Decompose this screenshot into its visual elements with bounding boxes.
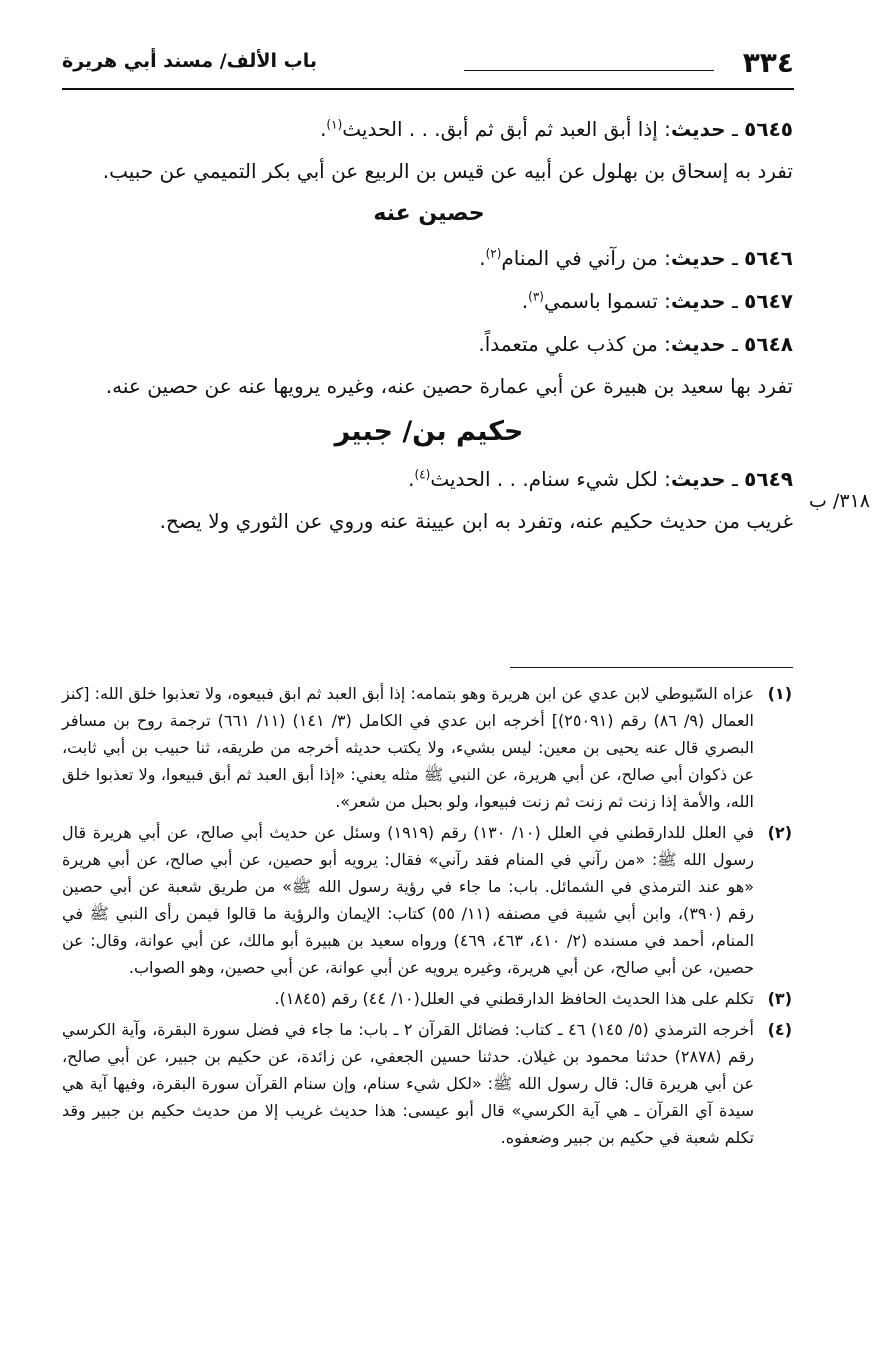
footnote-ref: (١) — [326, 117, 343, 132]
page-number: ٣٣٤ — [742, 46, 794, 79]
entry-text: تسموا باسمي — [543, 289, 658, 313]
paragraph-note-2: تفرد بها سعيد بن هبيرة عن أبي عمارة حصين عنه، وغيره يرويها عنه عن حصين عنه. — [105, 374, 793, 398]
footnote-separator — [510, 667, 793, 668]
hadith-entry-5647: ٥٦٤٧ ـ حديث: تسموا باسمي$^{(٣)}$. — [521, 289, 793, 313]
hadith-entry-5648: ٥٦٤٨ ـ حديث: من كذب علي متعمداً. — [478, 332, 793, 356]
footnote-text: في العلل للدارقطني في العلل (١٠/ ١٣٠) رقم (١٩١٩) وسئل عن حديث أبي صالح، عن أبي هريرة قال رسول الله ﷺ: «من رآني في المنام فقد رآني» فقال: يرويه أبو حصين، عن أبي صالح، عن أبي هريرة «هو عند الترمذي في الشمائل. باب: ما جاء في رؤية رسول الله ﷺ» من طريق شعبة عن أبي حصين رقم (٣٩٠)، وابن أبي شيبة في مصنفه (١١/ ٥٥) كتاب: الإيمان والرؤية ما قالوا فيمن رأى النبي ﷺ في المنام، أحمد في مسنده (٢/ ٤١٠، ٤٦٣، ٤٦٩) ورواه سعيد بن هبيرة أبو مالك، عن أبي عوانة، وقال: عن حصين، عن أبي صالح، عن أبي هريرة، وغيره يرويه عن أبي عوانة، عن أبي حصين، وهو الصواب. — [62, 823, 755, 977]
entry-keyword: حديث — [670, 117, 726, 141]
main-text — [65, 108, 793, 541]
entry-text: إذا أبق العبد ثم أبق ثم أبق. . . الحديث — [342, 117, 658, 141]
entry-number: ٥٦٤٦ — [744, 246, 793, 270]
footnote-1 — [62, 680, 792, 815]
entry-number: ٥٦٤٩ — [744, 467, 793, 491]
hadith-entry-5649: ٥٦٤٩ ـ حديث: لكل شيء سنام. . . الحديث$^{(٤)}$. — [408, 467, 793, 491]
section-heading-hakim: حكيم بن/ جبير — [334, 416, 524, 447]
footnote-ref: (٤) — [414, 467, 431, 482]
footnote-text: عزاه السّيوطي لابن عدي عن ابن هريرة وهو بتمامه: إذا أبق العبد ثم ابق فبيعوه، ولا تعذبوا خلق الله: [كنز العمال (٩/ ٨٦) رقم (٢٥٠٩١)] أخرجه ابن عدي في الكامل (٣/ ١٤١) (١١/ ٦٦١) ترجمة روح بن مسافر البصري قال عنه يحيى بن معين: ليس بشيء، ولا يكتب حديثه أخرجه من طريقه، ثنا حبيب بن أبي ثابت، عن ذكوان أبي صالح، عن أبي هريرة، عن النبي ﷺ مثله يعني: «إذا أبق العبد ثم أبق فبيعوا، ولا تعذبوا خلق الله، والأمة إذا زنت ثم زنت ثم زنت فبيعوا، ولو بحبل من شعر». — [62, 684, 754, 811]
footnote-2 — [62, 819, 792, 981]
entry-keyword: حديث — [670, 246, 726, 270]
paragraph-note-3: غريب من حديث حكيم عنه، وتفرد به ابن عيينة عنه وروي عن الثوري ولا يصح. — [159, 509, 793, 533]
entry-number: ٥٦٤٥ — [744, 117, 793, 141]
footnotes — [62, 680, 792, 1155]
hadith-entry-5645: ٥٦٤٥ ـ حديث: إذا أبق العبد ثم أبق ثم أبق. . . الحديث$^{(١)}$. — [320, 117, 793, 141]
margin-folio-note: ٣١٨/ ب — [809, 490, 870, 512]
entry-text: من رآني في المنام — [501, 246, 658, 270]
entry-text: من كذب علي متعمداً. — [478, 332, 658, 356]
footnote-4 — [62, 1016, 792, 1151]
header-rule — [464, 70, 714, 71]
paragraph-note-1: تفرد به إسحاق بن بهلول عن أبيه عن قيس بن الربيع عن أبي بكر التميمي عن حبيب. — [102, 159, 793, 183]
hadith-entry-5646: ٥٦٤٦ ـ حديث: من رآني في المنام$^{(٢)}$. — [479, 246, 793, 270]
footnote-number: (٤) — [767, 1020, 792, 1039]
footnote-ref: (٣) — [528, 289, 544, 304]
entry-number: ٥٦٤٧ — [744, 289, 793, 313]
entry-text: لكل شيء سنام. . . الحديث — [430, 467, 658, 491]
footnote-text: أخرجه الترمذي (٥/ ١٤٥) ٤٦ ـ كتاب: فضائل القرآن ٢ ـ باب: ما جاء في فضل سورة البقرة، وآية الكرسي رقم (٢٨٧٨) حدثنا محمود بن غيلان. حدثنا حسين الجعفي، عن زائدة، عن حكيم بن جبير، عن أبي صالح، عن أبي هريرة قال: قال رسول الله ﷺ: «لكل شيء سنام، وإن سنام القرآن سورة البقرة، وفيها آية هي سيدة آي القرآن ـ هي آية الكرسي» قال أبو عيسى: هذا حديث غريب إلا من حديث حكيم بن جبير وقد تكلم شعبة في حكيم بن جبير وضعفوه. — [62, 1020, 754, 1147]
footnote-number: (٣) — [767, 989, 792, 1008]
footnote-ref: (٢) — [485, 246, 502, 261]
entry-number: ٥٦٤٨ — [744, 332, 793, 356]
entry-keyword: حديث — [670, 332, 726, 356]
footnote-3 — [62, 985, 792, 1012]
running-title: باب الألف/ مسند أبي هريرة — [62, 50, 318, 72]
footnote-number: (١) — [767, 684, 792, 703]
footnote-text: تكلم على هذا الحديث الحافظ الدارقطني في العلل(١٠/ ٤٤) رقم (١٨٤٥). — [274, 989, 754, 1008]
page-header — [62, 40, 794, 90]
entry-keyword: حديث — [670, 289, 726, 313]
footnote-number: (٢) — [767, 823, 792, 842]
entry-keyword: حديث — [670, 467, 726, 491]
section-heading-husain: حصين عنه — [373, 201, 485, 226]
